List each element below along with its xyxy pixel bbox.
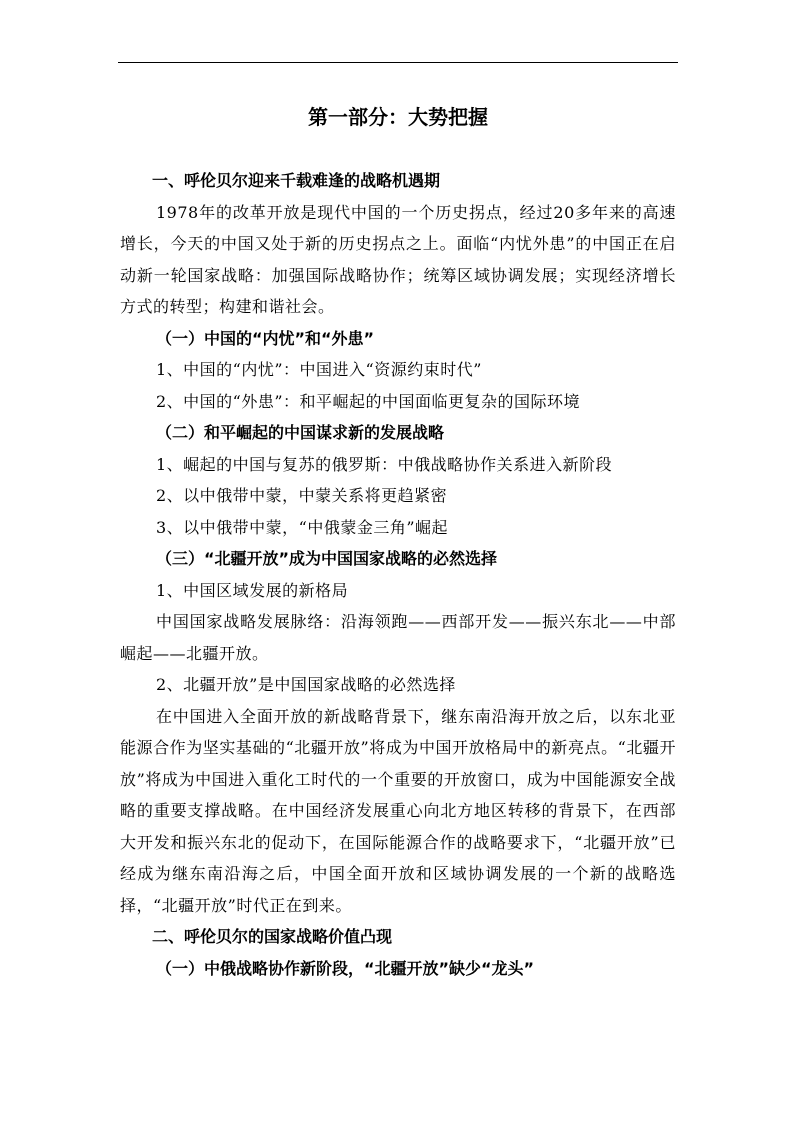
title-spacer — [120, 130, 676, 165]
subsection-1-heading: （一）中国的“内忧”和“外患” — [156, 328, 375, 348]
paragraph: 在中国进入全面开放的新战略背景下，继东南沿海开放之后，以东北亚能源合作为坚实基础的“北疆开放”将成为中国开放格局中的新亮点。“北疆开放”将成为中国进入重化工时代的一个重要的开放窗口，成为中国能源安全战略的重要支撑战略。在中国经济发展重心向北方地区转移的背景下，在西部大开发和振兴东北的促动下，在国际能源合作的战略要求下，“北疆开放”已经成为继东南沿海之后，中国全面开放和区域协调发展的一个新的战略选择，“北疆开放”时代正在到来。 — [120, 706, 676, 915]
document-body — [120, 96, 676, 984]
section-2-subsection-1-heading: （一）中俄战略协作新阶段，“北疆开放”缺少“龙头” — [156, 958, 535, 978]
list-item: 2、以中俄带中蒙，中蒙关系将更趋紧密 — [156, 486, 448, 505]
list-item: 1、崛起的中国与复苏的俄罗斯：中俄战略协作关系进入新阶段 — [156, 454, 613, 474]
subsection-3-heading: （三）“北疆开放”成为中国国家战略的必然选择 — [156, 549, 498, 568]
page-title: 第一部分：大势把握 — [308, 105, 488, 129]
list-item: 1、中国的“内忧”：中国进入“资源约束时代” — [156, 360, 482, 379]
list-item: 2、北疆开放”是中国国家战略的必然选择 — [156, 675, 456, 694]
list-item: 1、中国区域发展的新格局 — [156, 580, 349, 600]
subsection-2-heading: （二）和平崛起的中国谋求新的发展战略 — [156, 423, 445, 442]
paragraph: 中国国家战略发展脉络：沿海领跑——西部开发——振兴东北——中部崛起——北疆开放。 — [120, 612, 676, 663]
section-1-heading: 一、呼伦贝尔迎来千载难逢的战略机遇期 — [152, 171, 441, 190]
section-1-intro: 1978年的改革开放是现代中国的一个历史拐点，经过20多年来的高速增长，今天的中国又处于新的历史拐点之上。面临“内忧外患”的中国正在启动新一轮国家战略：加强国际战略协作；统筹区域协调发展；实现经济增长方式的转型；构建和谐社会。 — [120, 202, 676, 316]
section-2-heading: 二、呼伦贝尔的国家战略价值凸现 — [152, 927, 393, 946]
list-item: 2、中国的“外患”：和平崛起的中国面临更复杂的国际环境 — [156, 391, 581, 411]
list-item: 3、以中俄带中蒙，“中俄蒙金三角”崛起 — [156, 517, 449, 537]
header-rule — [118, 62, 678, 63]
